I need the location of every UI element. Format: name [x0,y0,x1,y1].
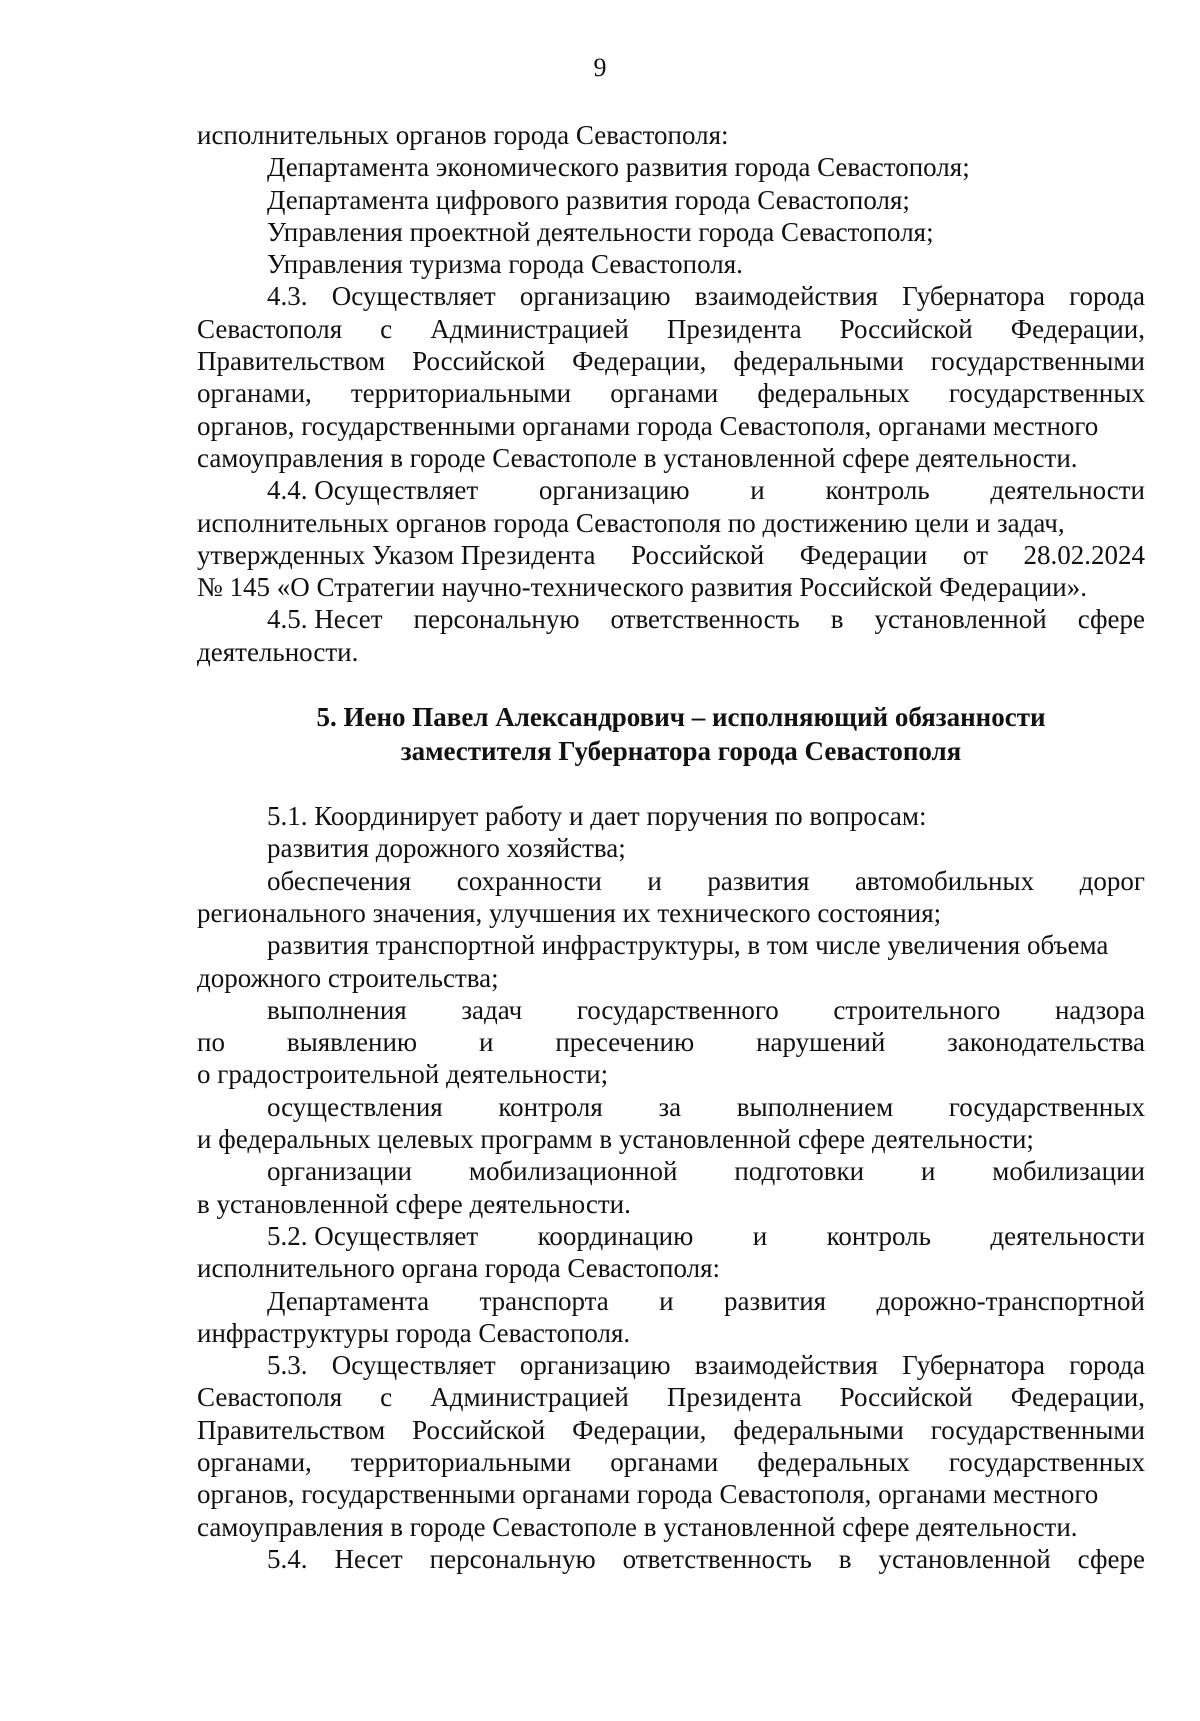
word: государственными [930,346,1145,377]
word: пресечению [555,1027,695,1058]
word: государственных [948,378,1145,409]
text-line [197,507,1145,539]
word: Севастополя [197,313,343,344]
word: в [838,1543,852,1574]
word: дорожно-транспортной [876,1285,1145,1316]
word: и [750,475,765,506]
text-line [197,377,1145,409]
word: федеральными [733,1414,904,1445]
word: Президента [666,1382,802,1413]
word: Администрацией [430,313,629,344]
text-line [197,962,1145,994]
word: контроль [826,1220,931,1251]
word: с [380,1382,393,1413]
word: самоуправления в городе Севастополе в установленной сфере деятельности. [197,442,1078,473]
text-line [197,313,1145,345]
word: органами, [197,1446,312,1477]
word: 5.4. [267,1543,308,1574]
text-line [197,474,1145,506]
word: органами, [197,378,312,409]
word: Губернатора [902,1350,1045,1381]
word: города [1069,1350,1145,1381]
word: развития транспортной инфраструктуры, в том числе увеличения объема [267,930,1109,961]
word: органами [610,378,719,409]
word: организацию [519,1350,671,1381]
word: Осуществляет [331,281,496,312]
word: и [752,1220,768,1251]
section-heading [197,734,1145,768]
word: персональную [413,604,580,635]
word: персональную [429,1543,596,1574]
word: органами [610,1446,719,1477]
word: строительного [833,994,1001,1025]
text-line [197,929,1145,961]
spacer [197,768,1145,800]
word: выявлению [286,1027,418,1058]
text-line [197,1446,1145,1478]
word: государственных [948,1446,1145,1477]
word: сохранности [456,865,602,896]
section-heading [197,700,1145,734]
text-line [197,1381,1145,1413]
word: 5.1. Координирует работу и дает поручения по вопросам: [267,801,927,832]
word: инфраструктуры города Севастополя. [197,1317,631,1348]
word: Управления проектной деятельности города Севастополя; [267,216,934,247]
word: органов, государственными органами города Севастополя, органами местного [197,410,1099,441]
word: Федерации, [1010,1382,1145,1413]
text-line [197,636,1145,668]
word: ответственность [622,1543,812,1574]
word: Российской [631,539,765,570]
word: дорожного строительства; [197,962,499,993]
word: законодательства [947,1027,1145,1058]
text-line [197,1317,1145,1349]
text-line [197,1478,1145,1510]
text-line [197,248,1145,280]
word: осуществления [267,1091,443,1122]
word: 4.3. [267,281,308,312]
word: 28.02.2024 [1023,539,1145,570]
text-line [197,1123,1145,1155]
word: по [197,1027,225,1058]
word: мобилизационной [468,1156,678,1187]
text-line [197,1543,1145,1575]
text-line [197,539,1145,571]
word: от [962,539,988,570]
word: с [380,313,393,344]
word: Федерации, [572,346,707,377]
word: исполнительного органа города Севастополя: [197,1253,721,1284]
word: дорог [1079,865,1145,896]
word: исполнительных органов города Севастополя: [197,120,729,150]
word: 5.3. [267,1350,308,1381]
text-line [197,410,1145,442]
text-line [197,1220,1145,1252]
word: города [1069,281,1145,312]
text-line [197,1511,1145,1543]
text-line [197,865,1145,897]
word: деятельности [990,475,1145,506]
word: организацию [538,475,690,506]
text-line [197,832,1145,864]
word: развития дорожного хозяйства; [267,833,626,864]
word: 5. Иено Павел Александрович – исполняющий обязанности [316,702,1046,733]
word: и [478,1027,494,1058]
word: деятельности [990,1220,1145,1251]
word: государственными [930,1414,1145,1445]
text-line [197,184,1145,216]
word: Федерации, [1010,313,1145,344]
text-line [197,1026,1145,1058]
text-line [197,151,1145,183]
word: Губернатора [902,281,1045,312]
word: органов, государственными органами города Севастополя, органами местного [197,1479,1099,1510]
word: исполнительных органов города Севастополя по достижению цели и задач, [197,507,1065,538]
text-line [197,1188,1145,1220]
word: Администрацией [430,1382,629,1413]
text-line [197,1252,1145,1284]
word: утвержденных Указом Президента [197,539,596,570]
word: федеральными [733,346,904,377]
word: Российской [839,1382,973,1413]
word: федеральных [757,1446,910,1477]
text-line [197,1349,1145,1381]
word: Российской [412,1414,546,1445]
word: установленной [874,604,1047,635]
word: развития [707,865,810,896]
word: Управления туризма города Севастополя. [267,249,743,280]
word: 4.4. Осуществляет [267,475,479,506]
word: самоуправления в городе Севастополе в установленной сфере деятельности. [197,1511,1078,1542]
word: координацию [537,1220,694,1251]
text-line [197,571,1145,603]
word: Департамента цифрового развития города Севастополя; [267,184,910,215]
spacer [197,668,1145,700]
text-line [197,1414,1145,1446]
word: организации [267,1156,412,1187]
word: подготовки [734,1156,865,1187]
word: и [659,1285,674,1316]
word: выполнения [267,994,407,1025]
word: развития [724,1285,827,1316]
text-line [197,1285,1145,1317]
word: № 145 «О Стратегии научно-технического развития Российской Федерации». [197,572,1087,603]
word: за [658,1091,682,1122]
document-body [197,119,1145,1575]
word: Федерации, [572,1414,707,1445]
word: взаимодействия [694,281,878,312]
word: сфере [1077,1543,1145,1574]
word: организацию [519,281,671,312]
word: территориальными [350,378,572,409]
word: и [920,1156,936,1187]
word: нарушений [756,1027,886,1058]
text-line [197,442,1145,474]
word: в установленной сфере деятельности. [197,1188,631,1219]
word: Правительством [197,346,386,377]
text-line [197,897,1145,929]
word: деятельности. [197,636,359,667]
word: заместителя Губернатора города Севастополя [400,736,962,767]
word: взаимодействия [694,1350,878,1381]
word: обеспечения [267,865,412,896]
word: и [647,865,662,896]
word: автомобильных [854,865,1035,896]
word: Департамента [267,1285,430,1316]
text-line [197,119,1145,151]
word: Федерации [799,539,928,570]
word: Российской [412,346,546,377]
word: контроль [825,475,930,506]
word: ответственность [610,604,800,635]
word: транспорта [479,1285,609,1316]
word: Севастополя [197,1382,343,1413]
word: регионального значения, улучшения их технического состояния; [197,897,942,928]
word: Департамента экономического развития города Севастополя; [267,152,970,183]
text-line [197,280,1145,312]
word: 5.2. Осуществляет [267,1220,479,1251]
word: контроля [498,1091,603,1122]
text-line [197,1058,1145,1090]
word: 4.5. Несет [267,604,383,635]
text-line [197,1091,1145,1123]
word: мобилизации [992,1156,1145,1187]
word: о градостроительной деятельности; [197,1059,609,1090]
text-line [197,216,1145,248]
text-line [197,603,1145,635]
word: Правительством [197,1414,386,1445]
word: установленной [878,1543,1051,1574]
word: задач [461,994,523,1025]
word: Президента [666,313,802,344]
text-line [197,800,1145,832]
word: в [830,604,844,635]
text-line [197,345,1145,377]
word: выполнением [736,1091,894,1122]
word: территориальными [350,1446,572,1477]
word: Российской [839,313,973,344]
word: государственного [576,994,779,1025]
word: Несет [334,1543,403,1574]
word: и федеральных целевых программ в установленной сфере деятельности; [197,1124,1034,1155]
word: надзора [1054,994,1145,1025]
word: Осуществляет [331,1350,496,1381]
page-number: 9 [593,53,607,82]
word: государственных [948,1091,1145,1122]
word: федеральных [757,378,910,409]
word: сфере [1077,604,1145,635]
text-line [197,1155,1145,1187]
text-line [197,994,1145,1026]
